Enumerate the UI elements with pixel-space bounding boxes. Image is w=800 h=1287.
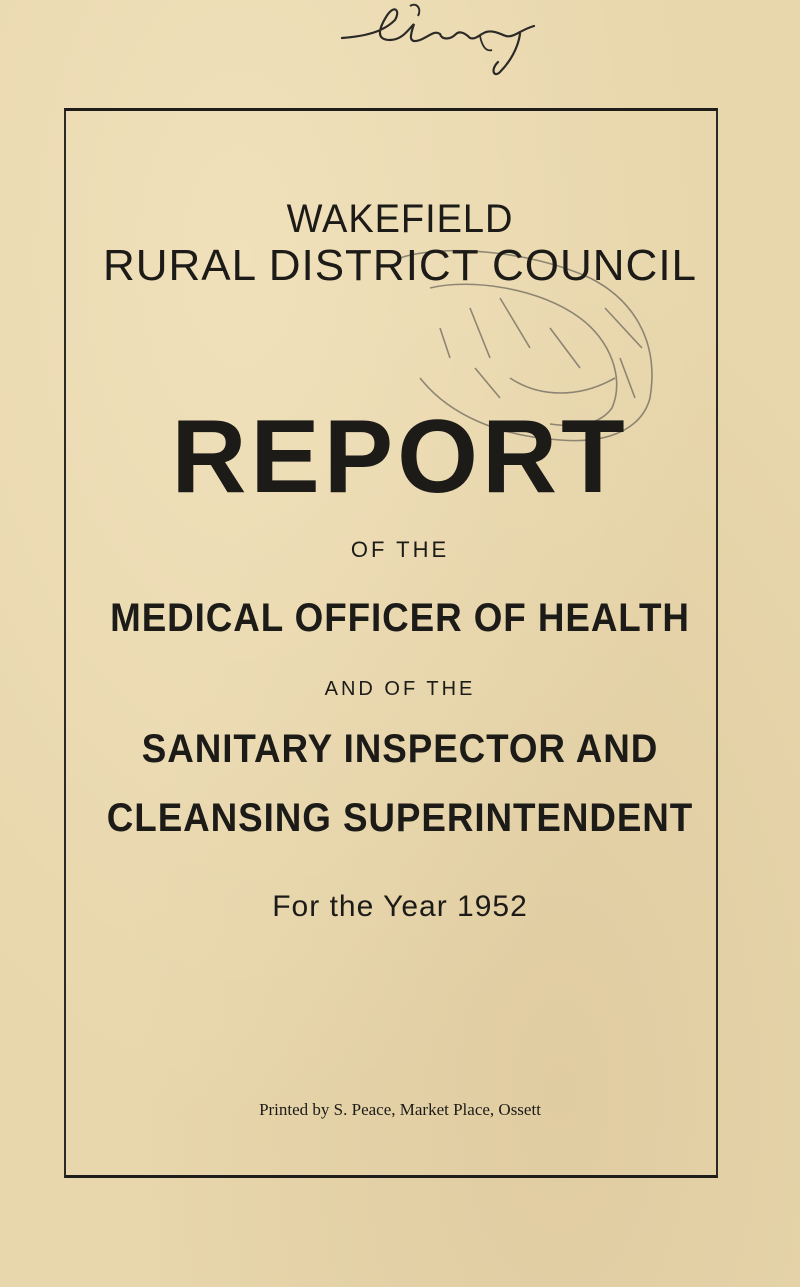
- council-name-line-2: RURAL DISTRICT COUNCIL: [102, 241, 698, 290]
- council-name-line-1: WAKEFIELD: [286, 197, 514, 241]
- of-the-label: OF THE: [350, 537, 450, 562]
- sanitary-inspector-title: SANITARY INSPECTOR AND: [141, 727, 659, 771]
- cleansing-superintendent-title: CLEANSING SUPERINTENDENT: [106, 796, 694, 840]
- report-year: For the Year 1952: [272, 890, 528, 923]
- handwritten-signature-icon: [330, 0, 550, 80]
- report-heading: REPORT: [171, 399, 629, 515]
- and-of-the-label: AND OF THE: [324, 678, 476, 700]
- printer-imprint: Printed by S. Peace, Market Place, Ossett: [259, 1100, 541, 1119]
- medical-officer-title: MEDICAL OFFICER OF HEALTH: [110, 596, 690, 640]
